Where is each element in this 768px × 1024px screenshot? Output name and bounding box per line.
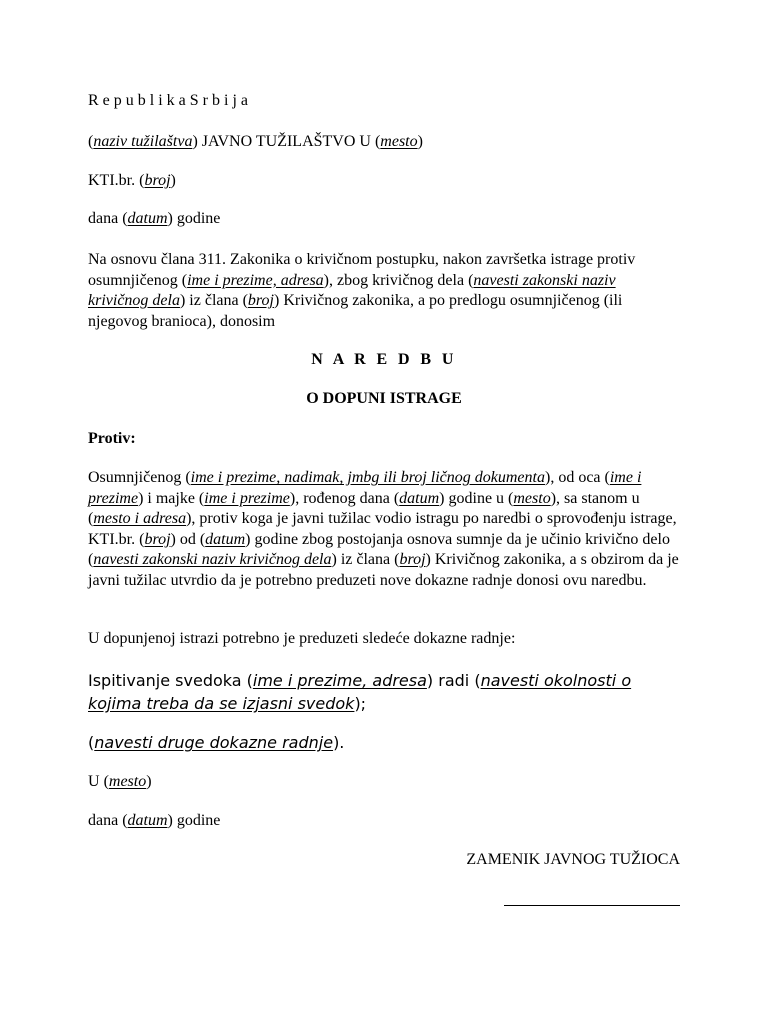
intro-paragraph: Na osnovu člana 311. Zakonika o krivičnom postupku, nakon završetka istrage protiv osumnjičenog (ime i prezime, adresa), zbog krivičnog dela (navesti zakonski naziv krivičnog dela) iz člana (broj) Krivičnog zakonika, a po predlogu osumnjičenog (ili njegovog branioca), donosim xyxy=(88,251,636,330)
prosecutor-office-line: (naziv tužilaštva) JAVNO TUŽILAŠTVO U (mesto) xyxy=(88,133,423,150)
closing-date-line: dana (datum) godine xyxy=(88,812,221,829)
suspect-identity-field: ime i prezime, nadimak, jmbg ili broj ličnog dokumenta xyxy=(190,469,545,486)
document-subtitle: O DOPUNI ISTRAGE xyxy=(306,390,462,407)
against-label: Protiv: xyxy=(88,430,136,447)
document-page xyxy=(88,0,680,1024)
order-date-field: datum xyxy=(205,530,246,548)
suspect-name-field: ime i prezime, adresa xyxy=(187,271,324,289)
signature-title: ZAMENIK JAVNOG TUŽIOCA xyxy=(466,851,680,868)
header-date-line: dana (datum) godine xyxy=(88,210,221,227)
mother-name-field: ime i prezime xyxy=(204,489,290,507)
signature-line xyxy=(504,905,680,906)
offense-field: navesti zakonski naziv krivičnog dela xyxy=(93,551,332,568)
suspect-paragraph: Osumnjičenog (ime i prezime, nadimak, jmbg ili broj ličnog dokumenta), od oca (ime i prezime) i majke (ime i prezime), rođenog dana (datum) godine u (mesto), sa stanom u (mesto i adresa), protiv koga je javni tužilac vodio istragu po naredbi o sprovođenju istrage, KTI.br. (broj) od (datum) godine zbog postojanja osnova sumnje da je učinio krivično delo (navesti zakonski naziv krivičnog dela) iz člana (broj) Krivičnog zakonika, a s obzirom da je javni tužilac utvrdio da je potrebno preduzeti nove dokazne radnje donosi ovu naredbu. xyxy=(88,469,679,589)
kti-number-line: KTI.br. (broj) xyxy=(88,172,176,189)
offense-article-field: broj xyxy=(399,551,426,568)
document-title: N A R E D B U xyxy=(311,351,457,368)
birth-place-field: mesto xyxy=(513,489,551,507)
witness-name-field: ime i prezime, adresa xyxy=(252,671,427,690)
birth-date-field: datum xyxy=(399,489,440,507)
republic-heading: R e p u b l i k a S r b i j a xyxy=(88,92,248,109)
office-place-field: mesto xyxy=(380,133,418,150)
other-evidence-field: navesti druge dokazne radnje xyxy=(94,733,334,752)
article-number-field: broj xyxy=(247,292,274,309)
closing-date-field: datum xyxy=(127,812,168,829)
other-evidence-item: (navesti druge dokazne radnje). xyxy=(88,733,345,752)
evidence-intro: U dopunjenoj istrazi potrebno je preduzeti sledeće dokazne radnje: xyxy=(88,630,516,647)
closing-place-line: U (mesto) xyxy=(88,773,152,790)
closing-place-field: mesto xyxy=(108,773,147,790)
witness-circumstances-field: navesti okolnosti o kojima treba da se izjasni svedok xyxy=(88,671,632,713)
father-name-field: ime i prezime xyxy=(88,469,642,507)
header-date-field: datum xyxy=(127,210,168,227)
witness-examination-item: Ispitivanje svedoka (ime i prezime, adresa) radi (navesti okolnosti o kojima treba da se izjasni svedok); xyxy=(88,671,632,713)
kti-number-field: broj xyxy=(144,172,171,189)
office-name-field: naziv tužilaštva xyxy=(93,133,193,150)
residence-field: mesto i adresa xyxy=(93,510,187,527)
offense-name-field: navesti zakonski naziv krivičnog dela xyxy=(88,271,616,309)
order-number-field: broj xyxy=(144,530,171,548)
